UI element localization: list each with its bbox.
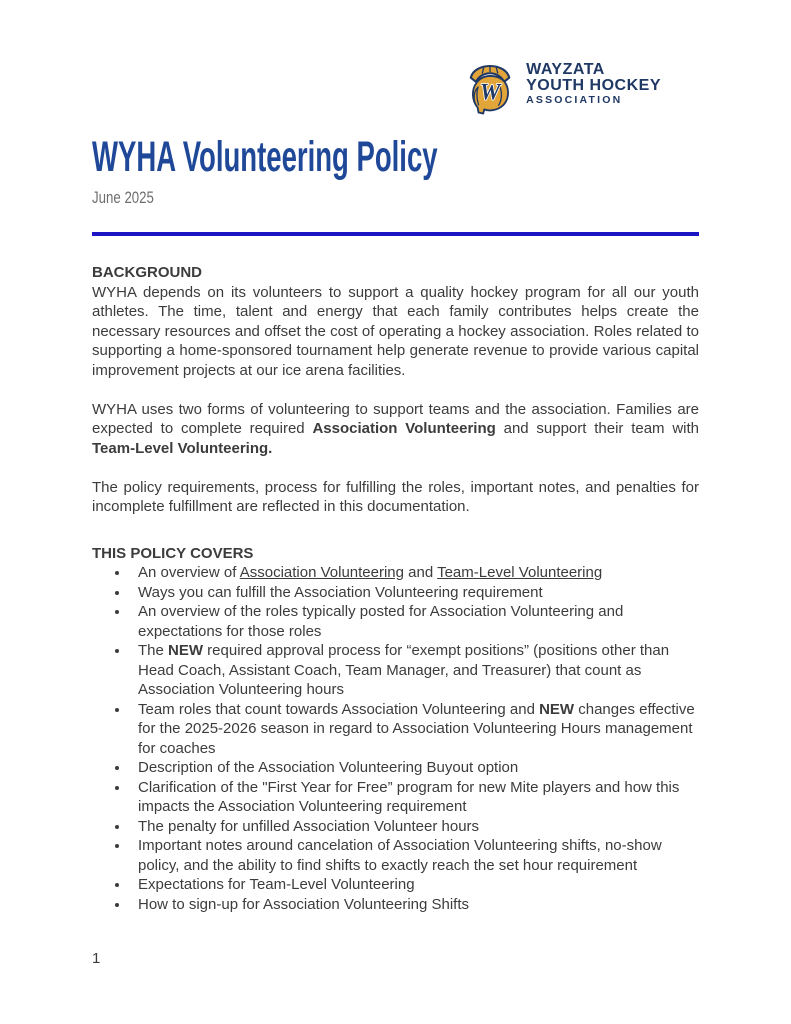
text-run: WYHA depends on its volunteers to support a quality hockey program for all our youth athletes. The time, talent and energy that each family contributes helps create the necessary resources and offset the cost of operating a hockey association. Roles related to supporting a home-sponsored tournament help generate revenue to provide various capital improvement projects at our ice arena facilities. [92, 283, 699, 379]
list-item [130, 836, 699, 875]
section-heading-policy-covers: THIS POLICY COVERS [92, 544, 254, 562]
text-run: Description of the Association Volunteering Buyout option [138, 759, 519, 776]
document-date: June 2025 [92, 188, 154, 207]
logo-org-name-line1: WAYZATA [526, 61, 605, 78]
inline-link-text[interactable]: Association Volunteering [239, 564, 404, 581]
list-item [130, 817, 699, 837]
bold-text: Association Volunteering [312, 420, 496, 437]
text-run: Ways you can fulfill the Association Volunteering requirement [138, 583, 543, 601]
bold-text: NEW [168, 642, 204, 659]
list-item [130, 895, 699, 915]
list-item [130, 583, 699, 603]
list-item [130, 758, 699, 778]
text-run: Clarification of the "First Year for Free” program for new Mite players and how this impacts the Association Volunteering requirement [138, 778, 680, 815]
text-run: and [404, 564, 438, 581]
inline-link-text[interactable]: Team-Level Volunteering [437, 564, 603, 581]
paragraph [92, 478, 699, 517]
logo-row [92, 56, 699, 118]
text-run: The [138, 642, 169, 659]
text-run: An overview of [138, 564, 240, 581]
paragraph [92, 400, 699, 459]
list-item [130, 700, 699, 759]
logo-monogram: W [479, 79, 501, 105]
bold-text: NEW [539, 700, 575, 718]
bold-text: Team-Level Volunteering. [92, 439, 273, 457]
list-item [130, 875, 699, 895]
text-run: The policy requirements, process for fulfilling the roles, important notes, and penalties for incomplete fulfillment are reflected in this documentation. [92, 478, 699, 515]
list-item [130, 563, 699, 583]
logo-org-name-line2: YOUTH HOCKEY [526, 77, 661, 94]
background-paragraphs [92, 283, 699, 517]
text-run: and support their team with [495, 420, 699, 437]
text-run: Team roles that count towards Association Volunteering and [138, 700, 540, 718]
policy-covers-list [92, 563, 699, 914]
text-run: WYHA uses two forms of volunteering to support teams and the association. Families are expected to complete required [92, 400, 699, 437]
text-run: required approval process for “exempt positions” (positions other than Head Coach, Assistant Coach, Team Manager, and Treasurer) that count as Association Volunteering hours [138, 642, 670, 698]
list-item [130, 602, 699, 641]
page-number: 1 [92, 950, 101, 967]
logo-wordmark [526, 62, 661, 107]
text-run: Expectations for Team-Level Volunteering [138, 876, 415, 893]
list-item [130, 778, 699, 817]
text-run: An overview of the roles typically posted for Association Volunteering and expectations for those roles [138, 603, 624, 640]
paragraph [92, 283, 699, 381]
trojan-helmet-icon [464, 56, 516, 116]
page-title: WYHA Volunteering Policy [92, 133, 438, 181]
section-background [92, 263, 699, 517]
text-run: changes effective for the 2025-2026 season in regard to Association Volunteering Hours management for coaches [138, 700, 695, 757]
wyha-logo [464, 56, 661, 116]
logo-org-name-line3: ASSOCIATION [526, 94, 623, 106]
text-run: The penalty for unfilled Association Volunteer hours [138, 817, 480, 835]
text-run: Important notes around cancelation of Association Volunteering shifts, no-show policy, and the ability to find shifts to exactly reach the set hour requirement [138, 837, 662, 874]
section-heading-background: BACKGROUND [92, 264, 202, 281]
text-run: How to sign-up for Association Volunteering Shifts [138, 895, 470, 913]
divider-rule [92, 232, 699, 236]
list-item [130, 641, 699, 700]
section-policy-covers [92, 544, 699, 915]
